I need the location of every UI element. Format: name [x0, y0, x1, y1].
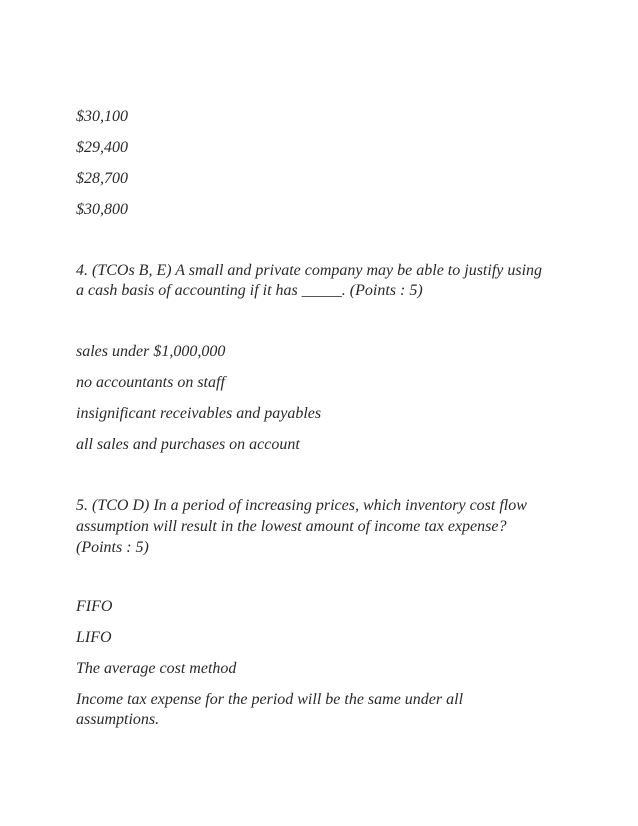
q5-option-2[interactable]: LIFO: [76, 629, 112, 646]
q5-option-4-line-1[interactable]: Income tax expense for the period will be the same under all: [76, 691, 464, 708]
q5-option-3[interactable]: The average cost method: [76, 660, 237, 677]
q5-option-4-line-2[interactable]: assumptions.: [76, 711, 160, 728]
q3-option-1[interactable]: $30,100: [76, 108, 128, 125]
q4-question-line-1: 4. (TCOs B, E) A small and private company may be able to justify using: [76, 262, 543, 279]
q4-option-3[interactable]: insignificant receivables and payables: [76, 405, 322, 422]
q5-option-1[interactable]: FIFO: [76, 598, 113, 615]
q4-option-2[interactable]: no accountants on staff: [76, 374, 225, 391]
q3-option-4[interactable]: $30,800: [76, 201, 128, 218]
q5-question-line-1: 5. (TCO D) In a period of increasing prices, which inventory cost flow: [76, 497, 527, 514]
q3-option-2[interactable]: $29,400: [76, 139, 128, 156]
q3-option-3[interactable]: $28,700: [76, 170, 128, 187]
q5-question-line-3: (Points : 5): [76, 539, 149, 556]
q4-option-4[interactable]: all sales and purchases on account: [76, 436, 300, 453]
q4-question-line-2: a cash basis of accounting if it has _____. (Points : 5): [76, 282, 423, 299]
q4-option-1[interactable]: sales under $1,000,000: [76, 343, 226, 360]
q5-question-line-2: assumption will result in the lowest amount of income tax expense?: [76, 518, 507, 535]
